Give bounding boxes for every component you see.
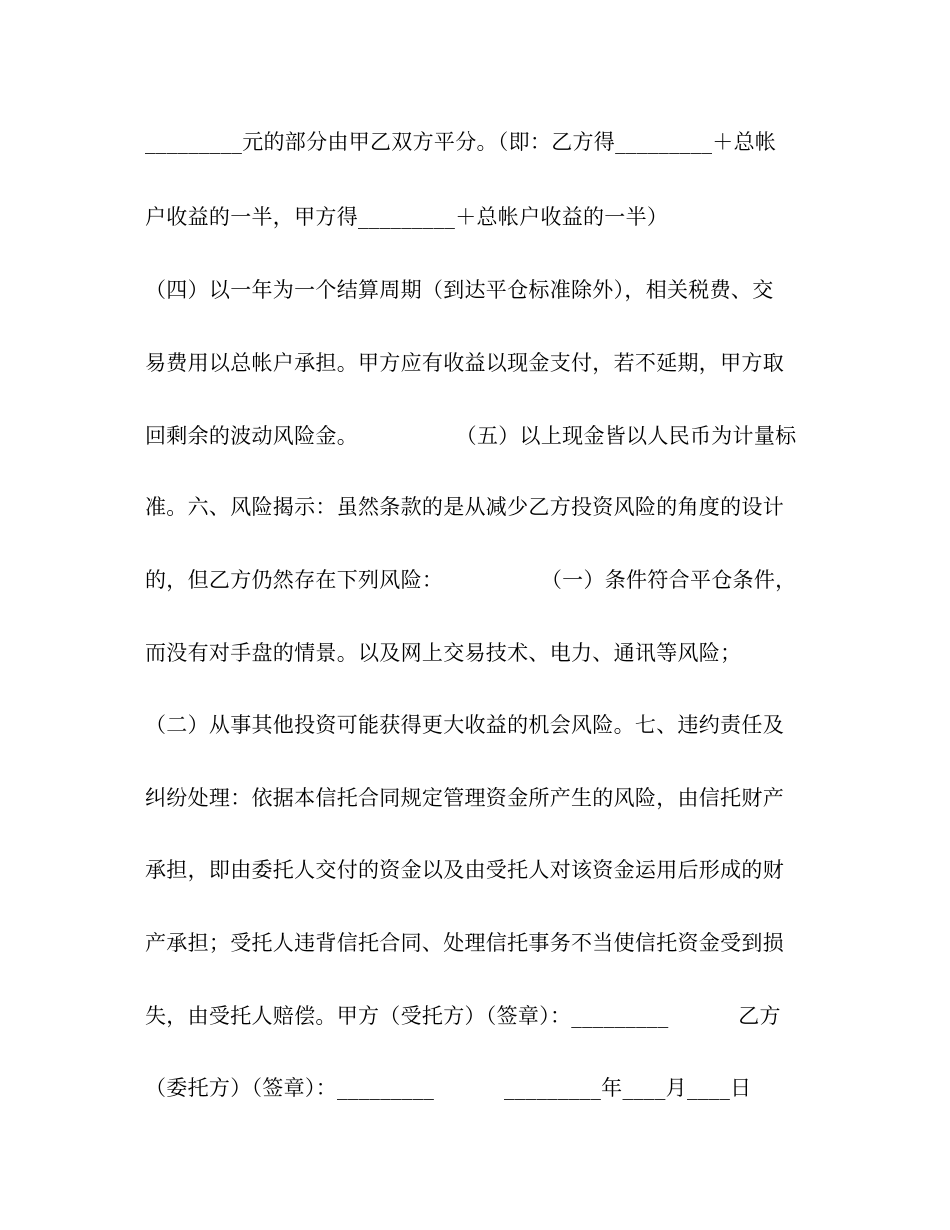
paragraph-line-6: 准。六、风险揭示：虽然条款的是从减少乙方投资风险的角度的设计: [145, 495, 784, 519]
paragraph-line-10: 纠纷处理：依据本信托合同规定管理资金所产生的风险，由信托财产: [145, 786, 784, 810]
paragraph-line-11: 承担，即由委托人交付的资金以及由受托人对该资金运用后形成的财: [145, 858, 784, 882]
paragraph-line-12: 产承担；受托人违背信托合同、处理信托事务不当使信托资金受到损: [145, 931, 784, 955]
paragraph-line-2: 户收益的一半，甲方得_________＋总帐户收益的一半）: [145, 205, 669, 229]
paragraph-line-9: （二）从事其他投资可能获得更大收益的机会风险。七、违约责任及: [145, 713, 784, 737]
paragraph-line-1: _________元的部分由甲乙双方平分。（即：乙方得_________＋总帐: [145, 130, 777, 154]
paragraph-line-8: 而没有对手盘的情景。以及网上交易技术、电力、通讯等风险；: [145, 641, 742, 665]
paragraph-line-5: 回剩余的波动风险金。 （五）以上现金皆以人民币为计量标: [145, 424, 797, 448]
signature-line-party-b-date: （委托方）（签章）：_________ _________年____月____日: [145, 1076, 752, 1100]
signature-line-party-a: 失，由受托人赔偿。甲方（受托方）（签章）：_________ 乙方: [145, 1004, 781, 1028]
paragraph-line-3: （四）以一年为一个结算周期（到达平仓标准除外），相关税费、交: [145, 278, 774, 302]
paragraph-line-7: 的，但乙方仍然存在下列风险： （一）条件符合平仓条件，: [145, 568, 797, 592]
paragraph-line-4: 易费用以总帐户承担。甲方应有收益以现金支付，若不延期，甲方取: [145, 351, 784, 375]
